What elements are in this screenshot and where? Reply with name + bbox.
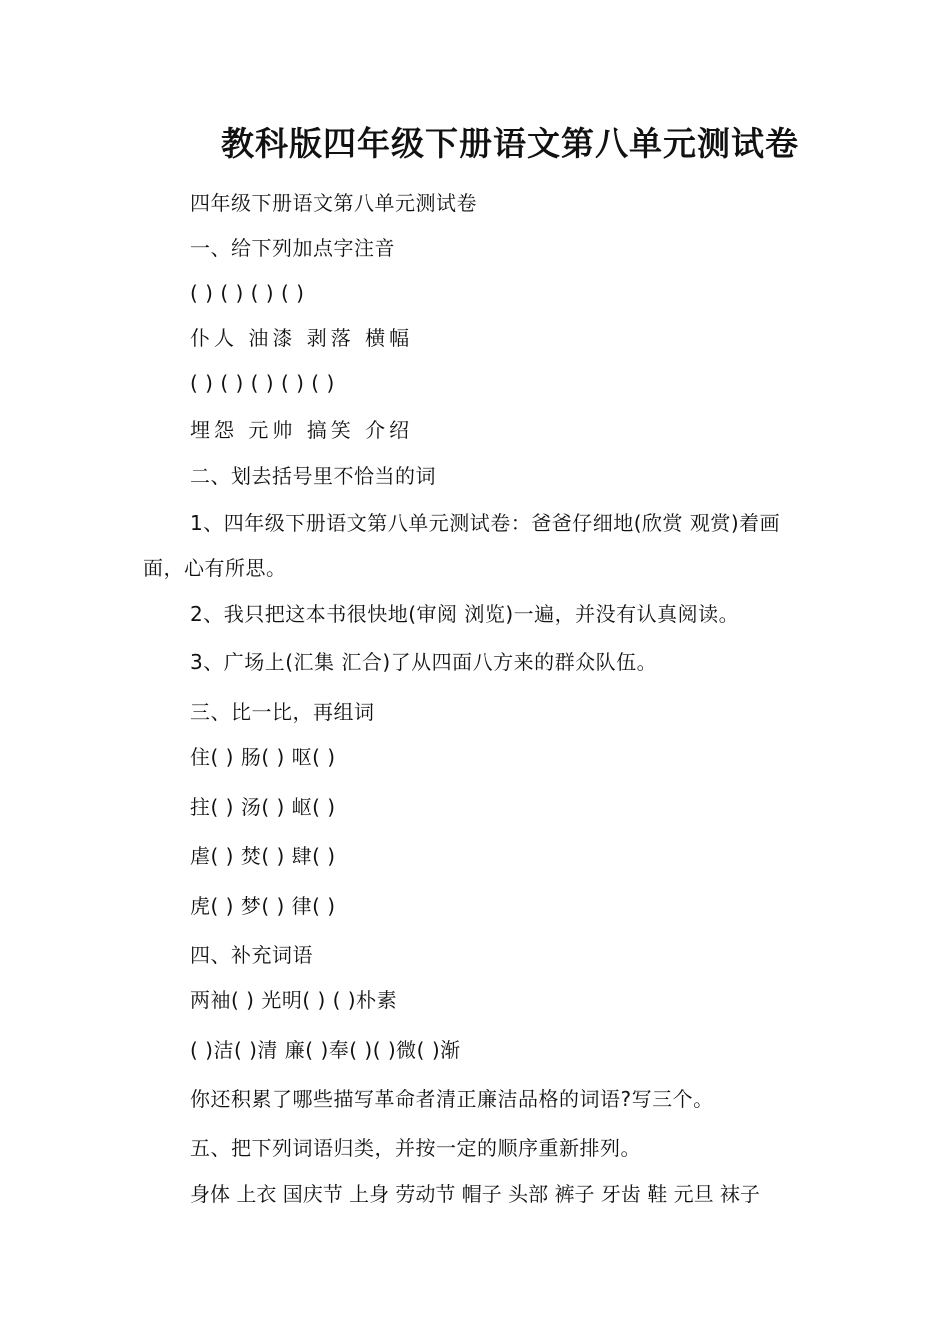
compare-row-1: 住( ) 肠( ) 呕( ) bbox=[190, 745, 336, 769]
question-3: 3、广场上(汇集 汇合)了从四面八方来的群众队伍。 bbox=[190, 650, 658, 674]
question-1-line-1: 1、四年级下册语文第八单元测试卷：爸爸仔细地(欣赏 观赏)着画 bbox=[190, 511, 781, 535]
word-list-row: 身体 上衣 国庆节 上身 劳动节 帽子 头部 裤子 牙齿 鞋 元旦 袜子 bbox=[190, 1182, 760, 1206]
words-row-2: 埋怨 元帅 搞笑 介绍 bbox=[190, 418, 414, 442]
document-title: 教科版四年级下册语文第八单元测试卷 bbox=[221, 124, 799, 163]
subtitle-line: 四年级下册语文第八单元测试卷 bbox=[190, 191, 477, 215]
pinyin-blanks-row-1: ( ) ( ) ( ) ( ) bbox=[190, 281, 305, 305]
section-five-heading: 五、把下列词语归类，并按一定的顺序重新排列。 bbox=[190, 1136, 641, 1160]
section-three-heading: 三、比一比，再组词 bbox=[190, 700, 375, 724]
accumulate-question: 你还积累了哪些描写革命者清正廉洁品格的词语?写三个。 bbox=[190, 1087, 714, 1111]
section-one-heading: 一、给下列加点字注音 bbox=[190, 236, 395, 260]
idiom-row-1: 两袖( ) 光明( ) ( )朴素 bbox=[190, 988, 398, 1012]
words-row-1: 仆人 油漆 剥落 横幅 bbox=[190, 326, 414, 350]
idiom-row-2: ( )洁( )清 廉( )奉( )( )微( )渐 bbox=[190, 1038, 461, 1062]
pinyin-blanks-row-2: ( ) ( ) ( ) ( ) ( ) bbox=[190, 371, 335, 395]
section-four-heading: 四、补充词语 bbox=[190, 943, 313, 967]
compare-row-4: 虎( ) 梦( ) 律( ) bbox=[190, 894, 336, 918]
question-1-line-2: 面，心有所思。 bbox=[143, 556, 287, 580]
question-2: 2、我只把这本书很快地(审阅 浏览)一遍，并没有认真阅读。 bbox=[190, 602, 740, 626]
compare-row-2: 拄( ) 汤( ) 岖( ) bbox=[190, 795, 336, 819]
section-two-heading: 二、划去括号里不恰当的词 bbox=[190, 464, 436, 488]
compare-row-3: 虐( ) 焚( ) 肆( ) bbox=[190, 844, 336, 868]
